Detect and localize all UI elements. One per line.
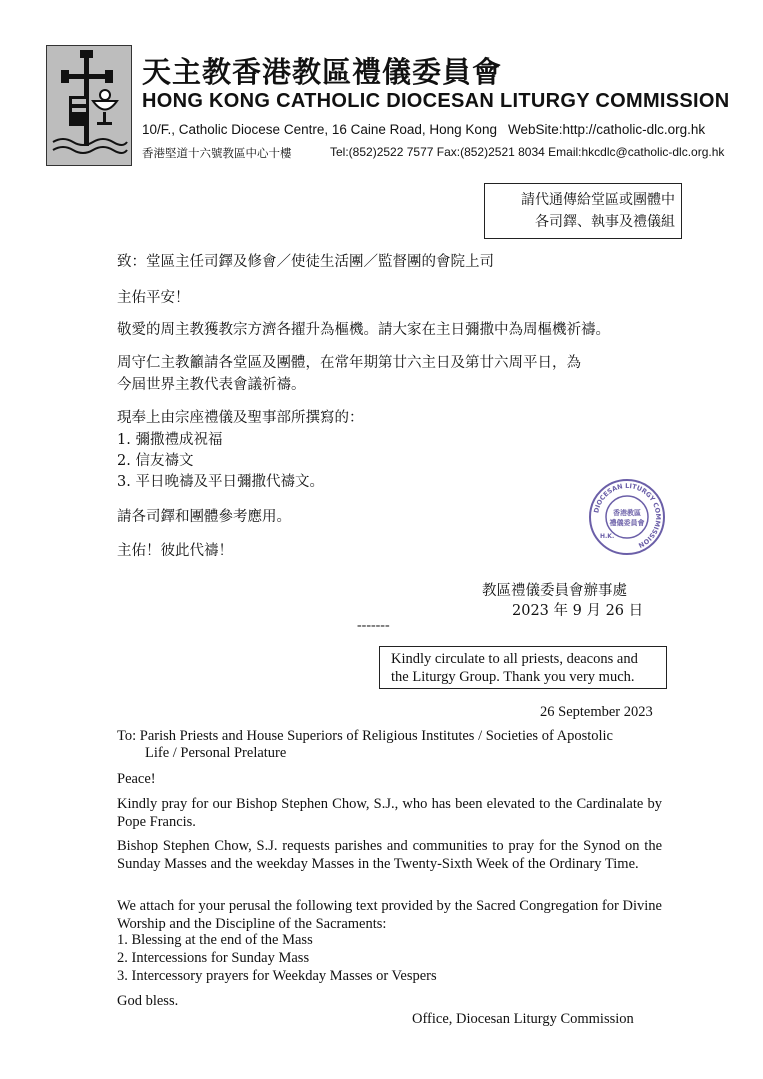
commission-title-chinese: 天主教香港教區禮儀委員會 bbox=[142, 55, 503, 89]
english-date: 26 September 2023 bbox=[540, 704, 653, 720]
chinese-paragraph-1: 敬愛的周主教獲教宗方濟各擢升為樞機。請大家在主日彌撒中為周樞機祈禱。 bbox=[117, 322, 610, 338]
chinese-paragraph-2-line-1: 周守仁主教籲請各堂區及團體，在常年期第廿六主日及第廿六周平日，為 bbox=[117, 355, 581, 371]
english-paragraph-2: Bishop Stephen Chow, S.J. requests parishes and communities to pray for the Synod on the Sunday Masses and the weekday Masses in the Twenty-Sixth Week of the Ordinary Time. bbox=[117, 838, 662, 872]
address-chinese: 香港堅道十六號教區中心十樓 bbox=[142, 146, 292, 160]
english-signature: Office, Diocesan Liturgy Commission bbox=[412, 1011, 634, 1027]
cross-and-chalice-logo-icon bbox=[47, 46, 131, 165]
chinese-circulation-note bbox=[484, 183, 682, 239]
chinese-date: 2023 年 9 月 26 日 bbox=[512, 603, 644, 619]
commission-seal-stamp bbox=[588, 478, 666, 556]
seal-center-line-1: 香港教區 bbox=[613, 509, 641, 517]
english-list-item-1: 1. Blessing at the end of the Mass bbox=[117, 932, 313, 948]
chinese-list-item-3: 3. 平日晚禱及平日彌撒代禱文。 bbox=[117, 474, 324, 490]
chinese-paragraph-2-line-2: 今屆世界主教代表會議祈禱。 bbox=[117, 377, 306, 393]
english-recipient-line-1: To: Parish Priests and House Superiors of Religious Institutes / Societies of Apostolic bbox=[117, 728, 613, 744]
seal-center-line-2: 禮儀委員會 bbox=[609, 519, 645, 527]
section-separator: ------- bbox=[357, 618, 390, 633]
chinese-paragraph-3: 請各司鐸和團體參考應用。 bbox=[117, 509, 291, 525]
commission-title-english: HONG KONG CATHOLIC DIOCESAN LITURGY COMMISSION bbox=[142, 90, 730, 112]
english-paragraph-1: Kindly pray for our Bishop Stephen Chow, S.J., who has been elevated to the Cardinalate by Pope Francis. bbox=[117, 796, 662, 830]
chinese-greeting: 主佑平安！ bbox=[117, 290, 190, 306]
seal-ring-text: DIOCESAN LITURGY COMMISSION bbox=[592, 481, 663, 550]
chinese-list-intro: 現奉上由宗座禮儀及聖事部所撰寫的： bbox=[117, 410, 364, 426]
address-english: 10/F., Catholic Diocese Centre, 16 Caine Road, Hong Kong bbox=[142, 122, 497, 137]
seal-initials: H.K. bbox=[600, 533, 615, 540]
english-recipient-line-2: Life / Personal Prelature bbox=[145, 745, 287, 761]
chinese-list-item-1: 1. 彌撒禮成祝福 bbox=[117, 432, 223, 448]
chinese-closing: 主佑！彼此代禱！ bbox=[117, 543, 233, 559]
en-circulation-line-1: Kindly circulate to all priests, deacons and bbox=[391, 651, 638, 667]
chinese-recipient-line: 致：堂區主任司鐸及修會／使徒生活團／監督團的會院上司 bbox=[117, 254, 494, 270]
chinese-list-item-2: 2. 信友禱文 bbox=[117, 453, 194, 469]
website-link[interactable]: WebSite:http://catholic-dlc.org.hk bbox=[508, 122, 706, 137]
contact-details: Tel:(852)2522 7577 Fax:(852)2521 8034 Email:hkcdlc@catholic-dlc.org.hk bbox=[330, 145, 725, 159]
english-closing: God bless. bbox=[117, 993, 179, 1009]
circulation-line-1: 請代通傳給堂區或團體中 bbox=[521, 192, 675, 208]
circulation-line-2: 各司鐸、執事及禮儀組 bbox=[535, 214, 675, 230]
english-list-item-3: 3. Intercessory prayers for Weekday Masses or Vespers bbox=[117, 968, 437, 984]
english-paragraph-3: We attach for your perusal the following text provided by the Sacred Congregation for Divine Worship and the Discipline of the Sacraments: bbox=[117, 898, 662, 932]
commission-logo bbox=[46, 45, 132, 166]
english-list-item-2: 2. Intercessions for Sunday Mass bbox=[117, 950, 310, 966]
english-circulation-note bbox=[379, 646, 667, 689]
en-circulation-line-2: the Liturgy Group. Thank you very much. bbox=[391, 669, 635, 685]
english-greeting: Peace! bbox=[117, 771, 156, 787]
chinese-signature: 教區禮儀委員會辦事處 bbox=[482, 583, 627, 599]
